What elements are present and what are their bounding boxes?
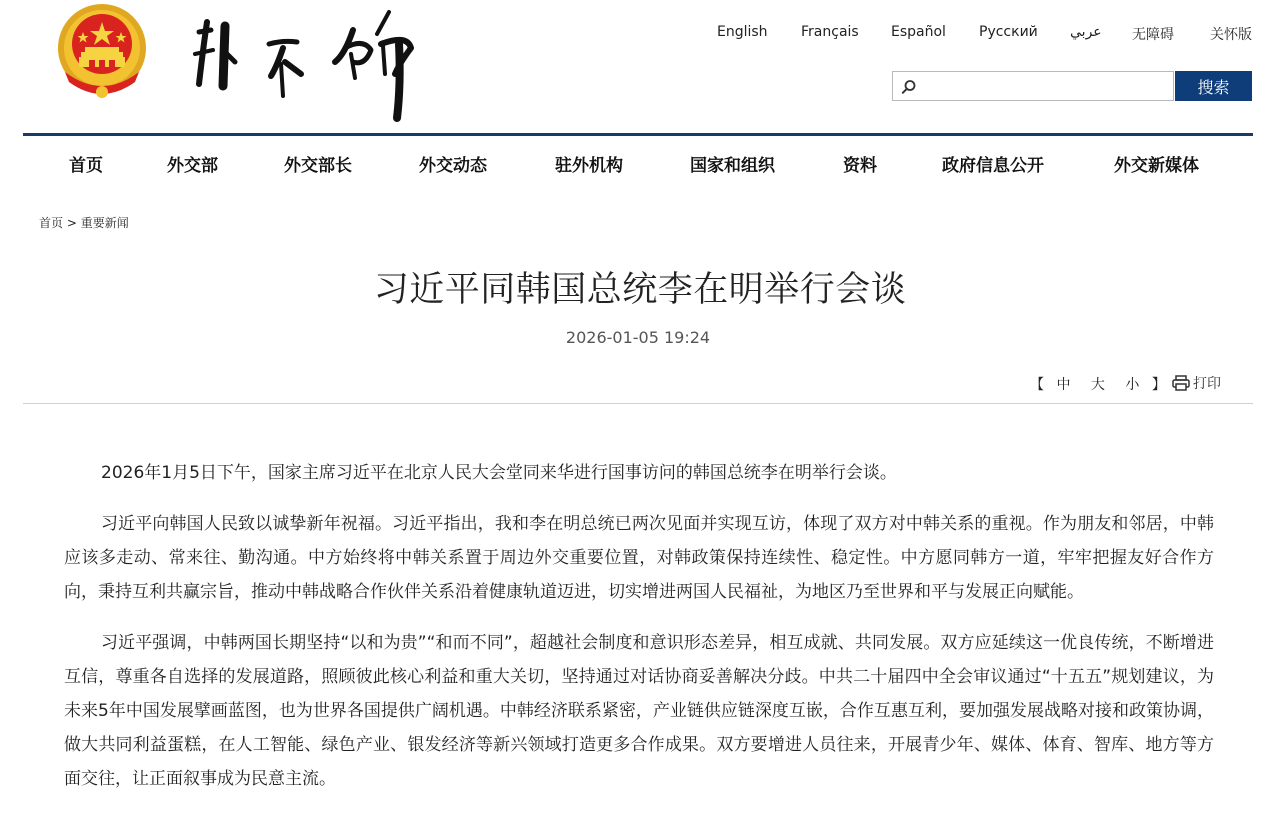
lang-arabic-link[interactable]: عربي: [1070, 24, 1102, 40]
search-icon: [901, 79, 917, 95]
language-links: [700, 24, 1254, 44]
breadcrumb-separator: >: [66, 216, 77, 230]
breadcrumb-home-link[interactable]: 首页: [39, 216, 64, 230]
nav-item-countries-organizations[interactable]: 国家和组织: [690, 156, 775, 176]
font-size-large-button[interactable]: 中: [1056, 377, 1071, 393]
nav-item-missions-abroad[interactable]: 驻外机构: [555, 156, 623, 176]
print-label: 打印: [1193, 376, 1221, 392]
article-paragraph: 2026年1月5日下午，国家主席习近平在北京人民大会堂同来华进行国事访问的韩国总统李在明举行会谈。: [101, 463, 897, 483]
search-button[interactable]: 搜索: [1175, 71, 1252, 101]
article-paragraph: 习近平强调，中韩两国长期坚持“以和为贵”“和而不同”，超越社会制度和意识形态差异，相互成就、共同发展。双方应延续这一优良传统，不断增进互信，尊重各自选择的发展道路，照顾彼此核心利益和重大关切，坚持通过对话协商妥善解决分歧。中共二十届四中全会审议通过“十五五”规划建议，为未来5年中国发展擘画蓝图，也为世界各国提供广阔机遇。中韩经济联系紧密，产业链供应链深度互嵌，合作互惠互利，要加强发展战略对接和政策协调，做大共同利益蛋糕，在人工智能、绿色产业、银发经济等新兴领域打造更多合作成果。双方要增进人员往来，开展青少年、媒体、体育、智库、地方等方面交往，让正面叙事成为民意主流。: [64, 633, 1214, 789]
breadcrumb: [39, 214, 129, 231]
print-button[interactable]: [1172, 373, 1221, 393]
lang-russian-link[interactable]: Русский: [979, 24, 1038, 40]
nav-item-minister[interactable]: 外交部长: [284, 156, 352, 176]
nav-item-ministry[interactable]: 外交部: [167, 156, 218, 176]
search-input[interactable]: [921, 72, 1175, 102]
elderly-care-version-link[interactable]: 关怀版: [1210, 27, 1252, 43]
printer-icon: [1172, 375, 1190, 391]
lang-english-link[interactable]: English: [717, 24, 768, 40]
nav-item-new-media[interactable]: 外交新媒体: [1114, 156, 1199, 176]
national-emblem-logo[interactable]: [55, 2, 149, 102]
nav-item-home[interactable]: 首页: [69, 156, 103, 176]
article-title: 习近平同韩国总统李在明举行会谈: [373, 270, 907, 310]
article-body: [64, 456, 1214, 813]
nav-item-resources[interactable]: 资料: [843, 156, 877, 176]
font-size-bracket-close: 】: [1151, 377, 1166, 393]
article-paragraph: 习近平向韩国人民致以诚挚新年祝福。习近平指出，我和李在明总统已两次见面并实现互访，体现了双方对中韩关系的重视。作为朋友和邻居，中韩应该多走动、常来往、勤沟通。中方始终将中韩关系置于周边外交重要位置，对韩政策保持连续性、稳定性。中方愿同韩方一道，牢牢把握友好合作方向，秉持互利共赢宗旨，推动中韩战略合作伙伴关系沿着健康轨道迈进，切实增进两国人民福祉，为地区乃至世界和平与发展正向赋能。: [64, 514, 1214, 602]
breadcrumb-current-link[interactable]: 重要新闻: [80, 216, 129, 230]
accessibility-link[interactable]: 无障碍: [1132, 27, 1174, 43]
font-size-selector: [1030, 374, 1166, 394]
nav-top-rule: [23, 133, 1253, 136]
nav-item-diplomatic-news[interactable]: 外交动态: [419, 156, 487, 176]
font-size-small-button[interactable]: 小: [1125, 377, 1140, 393]
lang-french-link[interactable]: Français: [801, 24, 859, 40]
lang-spanish-link[interactable]: Español: [891, 24, 946, 40]
search-box: [892, 71, 1174, 101]
ministry-calligraphy-logo[interactable]: [185, 4, 425, 124]
article-divider: [23, 403, 1253, 404]
font-size-bracket-open: 【: [1030, 377, 1044, 393]
nav-item-government-info[interactable]: 政府信息公开: [942, 156, 1044, 176]
article-date: 2026-01-05 19:24: [565, 328, 711, 347]
font-size-medium-button[interactable]: 大: [1090, 377, 1105, 393]
